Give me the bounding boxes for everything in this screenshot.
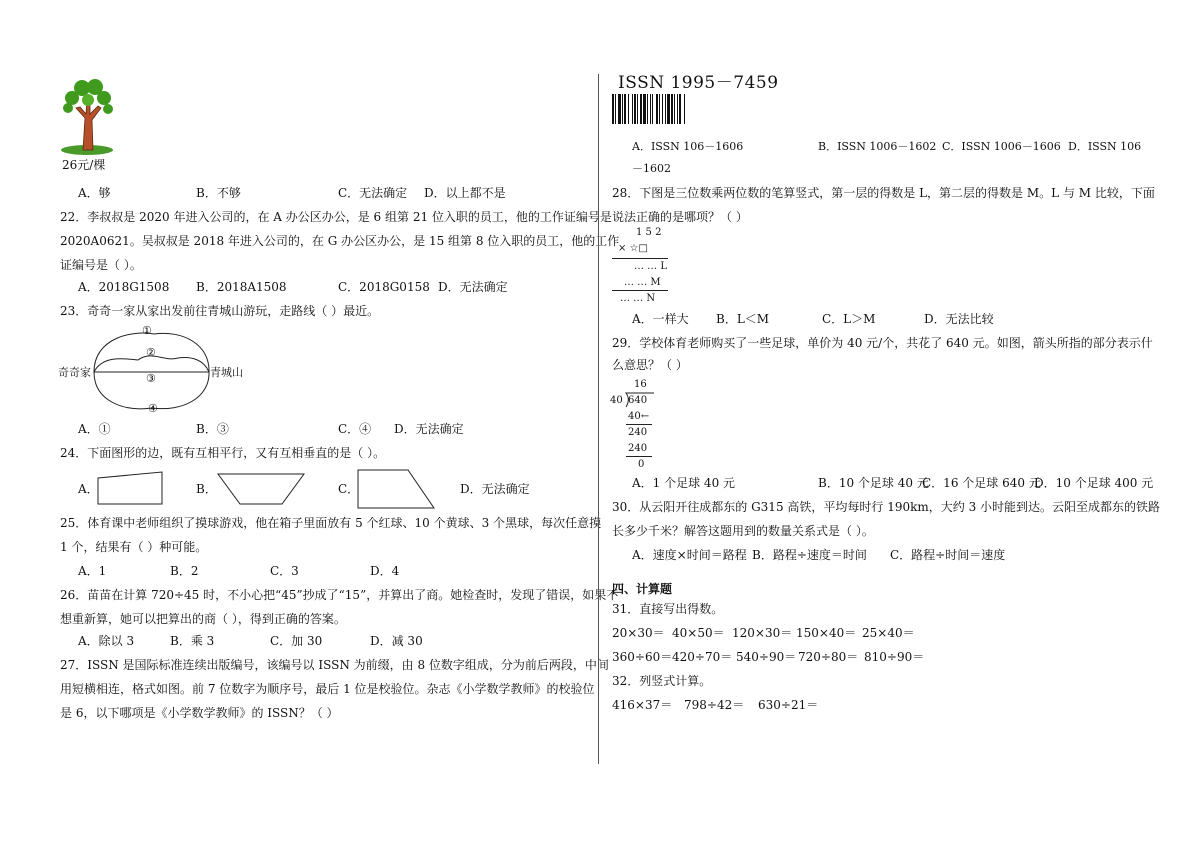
q24-option-d[interactable]: D．无法确定 bbox=[460, 482, 530, 496]
q31-item-1: 20×30＝ bbox=[612, 626, 665, 640]
route-label-2: ② bbox=[146, 346, 156, 359]
q28-option-a[interactable]: A．一样大 bbox=[632, 312, 689, 326]
barcode-bar bbox=[667, 94, 670, 124]
q22-line-3: 证编号是（ ）。 bbox=[60, 258, 142, 272]
barcode-bar bbox=[640, 94, 642, 124]
q26-line-2: 想重新算，她可以把算出的商（ ），得到正确的答案。 bbox=[60, 612, 346, 626]
q31-item-6: 360÷60＝ bbox=[612, 650, 673, 664]
q21-option-d[interactable]: D．以上都不是 bbox=[424, 186, 506, 200]
q27-line-2: 用短横相连，格式如图。前 7 位数字为顺序号，最后 1 位是校验位。杂志《小学数学教师》的校验位 bbox=[60, 682, 595, 696]
route-label-1: ① bbox=[142, 324, 152, 337]
q31-item-9: 720÷80＝ bbox=[798, 650, 859, 664]
q29-divisor: 40 bbox=[610, 395, 623, 406]
q27-option-d-cont: －1602 bbox=[632, 162, 671, 175]
q28-option-b[interactable]: B．L＜M bbox=[716, 312, 770, 326]
barcode-bar bbox=[612, 94, 614, 124]
q32-text: 32．列竖式计算。 bbox=[612, 674, 712, 688]
q22-line-2: 2020A0621。吴叔叔是 2018 年进入公司的，在 G 办公区办公，是 15 组第 8 位入职的员工，他的工作 bbox=[60, 234, 620, 248]
column-divider bbox=[598, 74, 599, 764]
route-label-4: ④ bbox=[148, 402, 158, 415]
q27-option-b[interactable]: B．ISSN 1006－1602 bbox=[818, 140, 937, 153]
q21-option-b[interactable]: B．不够 bbox=[196, 186, 241, 200]
q29-option-d[interactable]: D．10 个足球 400 元 bbox=[1034, 476, 1154, 490]
barcode-bar bbox=[656, 94, 658, 124]
q21-option-c[interactable]: C．无法确定 bbox=[338, 186, 408, 200]
q29-line-1: 29．学校体育老师购买了一些足球，单价为 40 元/个，共花了 640 元。如图，箭头所指的部分表示什 bbox=[612, 336, 1153, 350]
q22-option-a[interactable]: A．2018G1508 bbox=[78, 280, 170, 294]
barcode-icon bbox=[612, 94, 746, 124]
q22-option-c[interactable]: C．2018G0158 bbox=[338, 280, 430, 294]
q25-option-d[interactable]: D．4 bbox=[370, 564, 400, 578]
shape-a-icon bbox=[96, 470, 164, 506]
q24-option-a[interactable]: A． bbox=[78, 482, 99, 496]
barcode-bar bbox=[618, 94, 621, 124]
q23-text: 23．奇奇一家从家出发前往青城山游玩，走路线（ ）最近。 bbox=[60, 304, 380, 318]
q26-option-c[interactable]: C．加 30 bbox=[270, 634, 323, 648]
q31-item-4: 150×40＝ bbox=[796, 626, 857, 640]
q28-line-1: 28．下图是三位数乘两位数的笔算竖式，第一层的得数是 L，第二层的得数是 M。L 与 M 比较，下面 bbox=[612, 186, 1155, 200]
q32-item-2: 798÷42＝ bbox=[684, 698, 745, 712]
q29-option-c[interactable]: C．16 个足球 640 元 bbox=[922, 476, 1041, 490]
barcode-bar bbox=[650, 94, 651, 124]
q26-option-b[interactable]: B．乘 3 bbox=[170, 634, 215, 648]
section-heading: 四、计算题 bbox=[612, 582, 673, 596]
q30-line-1: 30．从云阳开往成都东的 G315 高铁，平均每时行 190km，大约 3 小时能到达。云阳至成都东的铁路 bbox=[612, 500, 1161, 514]
q27-option-c[interactable]: C．ISSN 1006－1606 bbox=[942, 140, 1061, 153]
q28-option-c[interactable]: C．L＞M bbox=[822, 312, 876, 326]
q31-item-10: 810÷90＝ bbox=[864, 650, 925, 664]
q27-option-a[interactable]: A．ISSN 106－1606 bbox=[632, 140, 744, 153]
q30-line-2: 长多少千米？解答这题用到的数量关系式是（ ）。 bbox=[612, 524, 874, 538]
barcode-bar bbox=[674, 94, 675, 124]
barcode-bar bbox=[665, 94, 666, 124]
barcode-bar bbox=[643, 94, 646, 124]
barcode-bar bbox=[662, 94, 663, 124]
q28-vert-n: … … N bbox=[620, 293, 656, 304]
q29-remainder: 0 bbox=[638, 459, 645, 470]
q29-step-2: 240 bbox=[628, 427, 648, 438]
q22-option-b[interactable]: B．2018A1508 bbox=[196, 280, 287, 294]
barcode-bar bbox=[647, 94, 648, 124]
barcode-bar bbox=[634, 94, 636, 124]
q29-rule-1 bbox=[626, 424, 652, 425]
q23-option-b[interactable]: B．③ bbox=[196, 422, 229, 436]
barcode-bar bbox=[615, 94, 616, 124]
q28-vert-multiplier: × ☆□ bbox=[618, 243, 648, 254]
q22-line-1: 22．李叔叔是 2020 年进入公司的，在 A 办公区办公，是 6 组第 21 位入职的员工，他的工作证编号是 bbox=[60, 210, 612, 224]
tree-price: 26元/棵 bbox=[62, 158, 106, 172]
q26-option-a[interactable]: A．除以 3 bbox=[78, 634, 135, 648]
q29-step-3: 240 bbox=[628, 443, 648, 454]
q24-option-c[interactable]: C． bbox=[338, 482, 360, 496]
q27-option-d[interactable]: D．ISSN 106 bbox=[1068, 140, 1142, 153]
q27-line-3: 是 6，以下哪项是《小学数学教师》的 ISSN？（ ） bbox=[60, 706, 339, 720]
q32-item-1: 416×37＝ bbox=[612, 698, 673, 712]
q28-rule-2 bbox=[612, 290, 668, 291]
barcode-bar bbox=[671, 94, 673, 124]
barcode-bar bbox=[637, 94, 638, 124]
q31-item-8: 540÷90＝ bbox=[736, 650, 797, 664]
q23-option-d[interactable]: D．无法确定 bbox=[394, 422, 464, 436]
q24-option-b[interactable]: B． bbox=[196, 482, 217, 496]
q31-item-3: 120×30＝ bbox=[732, 626, 793, 640]
q31-item-7: 420÷70＝ bbox=[672, 650, 733, 664]
end-label: 青城山 bbox=[210, 366, 243, 379]
q21-option-a[interactable]: A．够 bbox=[78, 186, 111, 200]
q32-item-3: 630÷21＝ bbox=[758, 698, 819, 712]
barcode-bar bbox=[684, 94, 685, 124]
q24-text: 24．下面图形的边，既有互相平行，又有互相垂直的是（ ）。 bbox=[60, 446, 386, 460]
q28-vert-l: … … L bbox=[634, 261, 667, 272]
q23-option-a[interactable]: A．① bbox=[78, 422, 111, 436]
q31-text: 31．直接写出得数。 bbox=[612, 602, 724, 616]
q29-option-a[interactable]: A．1 个足球 40 元 bbox=[632, 476, 736, 490]
q29-line-2: 么意思？（ ） bbox=[612, 358, 688, 372]
q26-option-d[interactable]: D．减 30 bbox=[370, 634, 423, 648]
q29-dividend: 640 bbox=[628, 395, 648, 406]
q26-line-1: 26．苗苗在计算 720÷45 时，不小心把“45”抄成了“15”，并算出了商。她检查时，发现了错误，如果不 bbox=[60, 588, 619, 602]
q30-option-c[interactable]: C．路程÷时间＝速度 bbox=[890, 548, 1006, 562]
q30-option-b[interactable]: B．路程÷速度＝时间 bbox=[752, 548, 867, 562]
q29-rule-2 bbox=[626, 456, 652, 457]
barcode-bar bbox=[624, 94, 626, 124]
q28-line-2: 说法正确的是哪项？（ ） bbox=[612, 210, 748, 224]
shape-b-icon bbox=[216, 472, 306, 506]
q27-line-1: 27．ISSN 是国际标准连续出版编号，该编号以 ISSN 为前缀，由 8 位数字组成，分为前后两段，中间 bbox=[60, 658, 609, 672]
q28-vert-multiplicand: 1 5 2 bbox=[636, 227, 662, 238]
q31-item-2: 40×50＝ bbox=[672, 626, 725, 640]
q23-option-c[interactable]: C．④ bbox=[338, 422, 372, 436]
barcode-bar bbox=[622, 94, 623, 124]
start-label: 奇奇家 bbox=[58, 366, 91, 379]
barcode-bar bbox=[632, 94, 633, 124]
q29-quotient: 16 bbox=[634, 379, 647, 390]
barcode-bar bbox=[652, 94, 653, 124]
q30-option-a[interactable]: A．速度×时间＝路程 bbox=[632, 548, 747, 562]
q28-rule-1 bbox=[612, 258, 668, 259]
q25-option-a[interactable]: A．1 bbox=[78, 564, 107, 578]
tree-icon bbox=[58, 78, 116, 156]
q29-option-b[interactable]: B．10 个足球 40 元 bbox=[818, 476, 929, 490]
q29-step-1: 40← bbox=[628, 411, 650, 422]
shape-c-icon bbox=[356, 468, 436, 510]
q22-option-d[interactable]: D．无法确定 bbox=[438, 280, 508, 294]
q25-option-b[interactable]: B．2 bbox=[170, 564, 199, 578]
q28-vert-m: … … M bbox=[624, 277, 661, 288]
barcode-bar bbox=[679, 94, 681, 124]
issn-label: ISSN 1995－7459 bbox=[618, 73, 779, 93]
q25-option-c[interactable]: C．3 bbox=[270, 564, 299, 578]
q25-line-1: 25．体育课中老师组织了摸球游戏，他在箱子里面放有 5 个红球、10 个黄球、3 个黑球，每次任意摸 bbox=[60, 516, 602, 530]
barcode-bar bbox=[677, 94, 678, 124]
q31-item-5: 25×40＝ bbox=[862, 626, 915, 640]
route-label-3: ③ bbox=[146, 372, 156, 385]
barcode-bar bbox=[628, 94, 629, 124]
barcode-bar bbox=[659, 94, 660, 124]
q28-option-d[interactable]: D．无法比较 bbox=[924, 312, 994, 326]
q25-line-2: 1 个，结果有（ ）种可能。 bbox=[60, 540, 208, 554]
